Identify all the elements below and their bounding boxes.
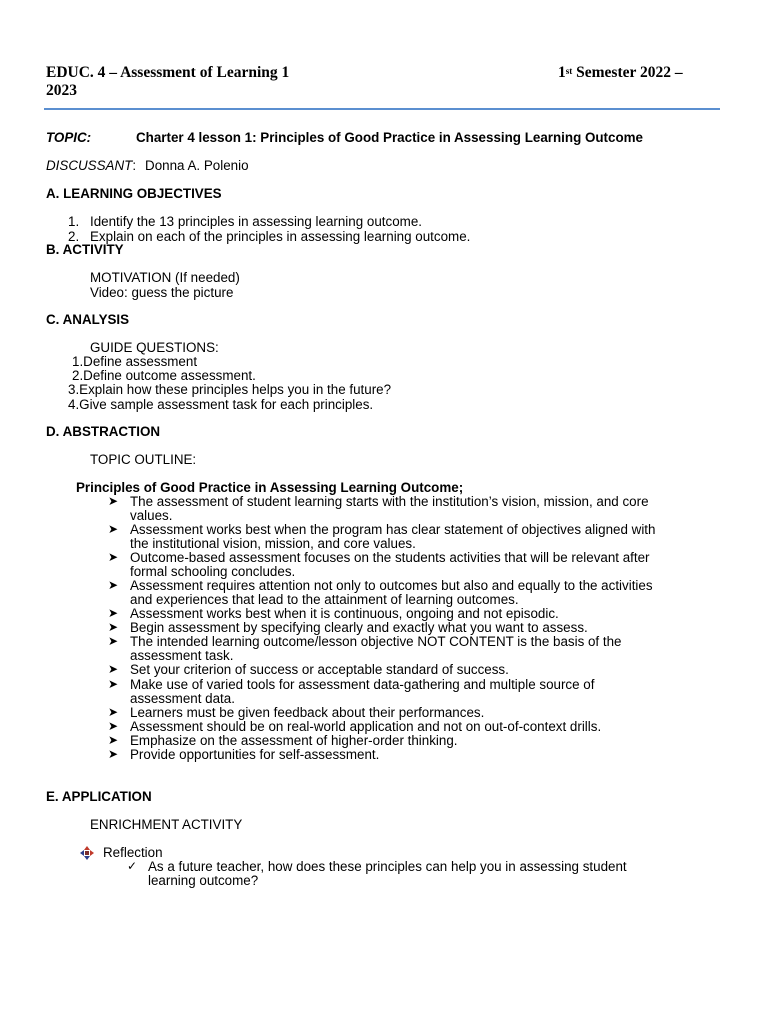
principles-title: Principles of Good Practice in Assessing Learning Outcome; bbox=[76, 480, 464, 495]
principle-text-cont: assessment data. bbox=[130, 691, 235, 706]
principle-text-cont: assessment task. bbox=[130, 648, 234, 663]
section-d-heading: D. ABSTRACTION bbox=[46, 424, 161, 439]
arrowhead-bullet-icon: ➤ bbox=[108, 719, 119, 733]
principle-text-cont: values. bbox=[130, 508, 173, 523]
topic-label: TOPIC: bbox=[46, 130, 92, 145]
section-e-heading: E. APPLICATION bbox=[46, 789, 152, 804]
enrichment-activity-label: ENRICHMENT ACTIVITY bbox=[90, 817, 243, 832]
arrowhead-bullet-icon: ➤ bbox=[108, 634, 119, 648]
arrowhead-bullet-icon: ➤ bbox=[108, 550, 119, 564]
arrowhead-bullet-icon: ➤ bbox=[108, 677, 119, 691]
arrowhead-bullet-icon: ➤ bbox=[108, 606, 119, 620]
principle-text-cont: the institutional vision, mission, and core values. bbox=[130, 536, 416, 551]
principle-text: Begin assessment by specifying clearly and exactly what you want to assess. bbox=[130, 620, 588, 635]
section-c-heading: C. ANALYSIS bbox=[46, 312, 130, 327]
principle-text: Assessment works best when it is continuous, ongoing and not episodic. bbox=[130, 606, 559, 621]
reflection-question-cont: learning outcome? bbox=[148, 873, 259, 888]
activity-line: MOTIVATION (If needed) bbox=[90, 270, 240, 285]
arrowhead-bullet-icon: ➤ bbox=[108, 620, 119, 634]
section-b-heading: B. ACTIVITY bbox=[46, 242, 124, 257]
principle-text-cont: formal schooling concludes. bbox=[130, 564, 296, 579]
guide-question: 4.Give sample assessment task for each principles. bbox=[68, 397, 374, 412]
principle-text: Assessment requires attention not only to outcomes but also and equally to the activities bbox=[130, 578, 653, 593]
arrowhead-bullet-icon: ➤ bbox=[108, 578, 119, 592]
topic-title: Charter 4 lesson 1: Principles of Good Practice in Assessing Learning Outcome bbox=[136, 130, 644, 145]
guide-questions-label: GUIDE QUESTIONS: bbox=[90, 340, 219, 355]
arrowhead-bullet-icon: ➤ bbox=[108, 733, 119, 747]
guide-question: 1.Define assessment bbox=[72, 354, 198, 369]
guide-question: 3.Explain how these principles helps you in the future? bbox=[68, 382, 392, 397]
semester-year: 2023 bbox=[46, 82, 77, 99]
arrowhead-bullet-icon: ➤ bbox=[108, 494, 119, 508]
principle-text: Emphasize on the assessment of higher-order thinking. bbox=[130, 733, 458, 748]
semester-label: 1st Semester 2022 – bbox=[558, 64, 683, 81]
arrowhead-bullet-icon: ➤ bbox=[108, 522, 119, 536]
principle-text: Set your criterion of success or acceptable standard of success. bbox=[130, 662, 509, 677]
course-title: EDUC. 4 – Assessment of Learning 1 bbox=[46, 64, 290, 81]
principle-text: Assessment works best when the program has clear statement of objectives aligned with bbox=[130, 522, 656, 537]
arrowhead-bullet-icon: ➤ bbox=[108, 705, 119, 719]
topic-outline-label: TOPIC OUTLINE: bbox=[90, 452, 197, 467]
arrowhead-bullet-icon: ➤ bbox=[108, 662, 119, 676]
arrowhead-bullet-icon: ➤ bbox=[108, 747, 119, 761]
section-a-heading: A. LEARNING OBJECTIVES bbox=[46, 186, 222, 201]
header-divider bbox=[44, 108, 720, 110]
principle-text: Assessment should be on real-world application and not on out-of-context drills. bbox=[130, 719, 602, 734]
four-way-arrow-bullet-icon bbox=[80, 846, 94, 865]
principle-text: Outcome-based assessment focuses on the students activities that will be relevant after bbox=[130, 550, 650, 565]
checkmark-bullet-icon: ✓ bbox=[127, 859, 138, 873]
principle-text-cont: and experiences that lead to the attainment of learning outcomes. bbox=[130, 592, 519, 607]
principle-text: The intended learning outcome/lesson objective NOT CONTENT is the basis of the bbox=[130, 634, 622, 649]
principle-text: Learners must be given feedback about their performances. bbox=[130, 705, 485, 720]
objective-text: Explain on each of the principles in assessing learning outcome. bbox=[90, 229, 471, 244]
reflection-label: Reflection bbox=[103, 845, 163, 860]
objective-num: 1. bbox=[68, 214, 80, 229]
activity-line: Video: guess the picture bbox=[90, 285, 234, 300]
reflection-question: As a future teacher, how does these principles can help you in assessing student bbox=[148, 859, 627, 874]
principle-text: The assessment of student learning starts with the institution’s vision, mission, and core bbox=[130, 494, 649, 509]
objective-num: 2. bbox=[68, 229, 80, 244]
objective-text: Identify the 13 principles in assessing learning outcome. bbox=[90, 214, 422, 229]
principle-text: Provide opportunities for self-assessment. bbox=[130, 747, 380, 762]
principle-text: Make use of varied tools for assessment data-gathering and multiple source of bbox=[130, 677, 595, 692]
guide-question: 2.Define outcome assessment. bbox=[72, 368, 256, 383]
discussant-line: DISCUSSANT: Donna A. Polenio bbox=[46, 158, 249, 173]
